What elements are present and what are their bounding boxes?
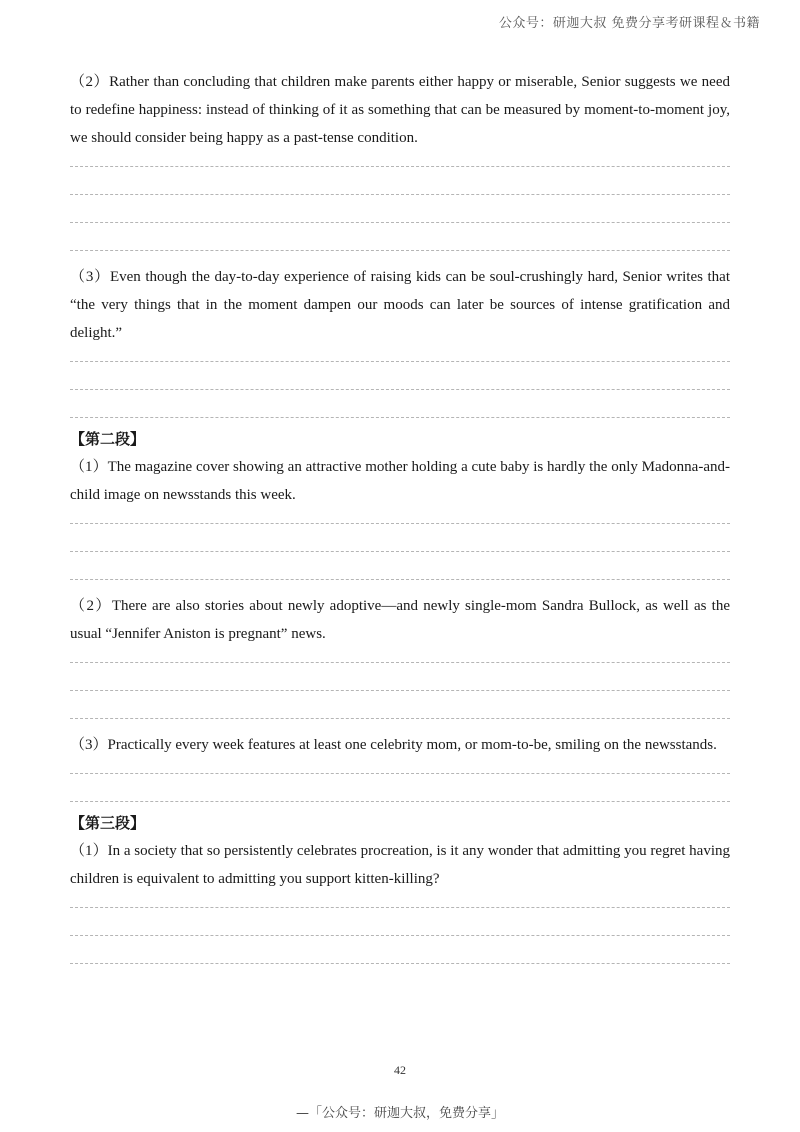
answer-line (70, 907, 730, 908)
answer-line (70, 662, 730, 663)
header-watermark: 公众号：研迦大叔 免费分享考研课程＆书籍 (498, 16, 760, 31)
paragraph-2-3: （3）Practically every week features at least one celebrity mom, or mom-to-be, smiling on the newsstands. (70, 737, 717, 753)
paragraph-3-1: （1）In a society that so persistently celebrates procreation, is it any wonder that admitting you regret having children is equivalent to admitting you support kitten-killing? (70, 843, 730, 887)
page-number: 42 (394, 1063, 406, 1077)
paragraph-1-2: （2）Rather than concluding that children make parents either happy or miserable, Senior suggests we need to redefine happiness: instead of thinking of it as something that can be measured by moment-to-moment joy, we should consider being happy as a past-tense condition. (70, 74, 730, 146)
answer-line (70, 361, 730, 362)
answer-line (70, 523, 730, 524)
answer-line (70, 222, 730, 223)
answer-line (70, 166, 730, 167)
section-heading-3: 【第三段】 (70, 814, 146, 832)
answer-line (70, 389, 730, 390)
paragraph-2-2: （2）There are also stories about newly adoptive—and newly single-mom Sandra Bullock, as well as the usual “Jennifer Aniston is pregnant” news. (70, 598, 730, 642)
answer-line (70, 963, 730, 964)
footer-watermark: —「公众号：研迦大叔，免费分享」 (295, 1106, 504, 1121)
answer-line (70, 773, 730, 774)
answer-line (70, 801, 730, 802)
document-body (70, 68, 730, 964)
answer-line (70, 690, 730, 691)
paragraph-1-3: （3）Even though the day-to-day experience of raising kids can be soul-crushingly hard, Senior writes that “the very things that in the moment dampen our moods can later be sources of intense gratification and delight.” (70, 269, 730, 341)
answer-line (70, 551, 730, 552)
answer-line (70, 935, 730, 936)
section-heading-2: 【第二段】 (70, 430, 146, 448)
answer-line (70, 417, 730, 418)
answer-line (70, 194, 730, 195)
paragraph-2-1: （1）The magazine cover showing an attractive mother holding a cute baby is hardly the only Madonna-and-child image on newsstands this week. (70, 459, 730, 503)
